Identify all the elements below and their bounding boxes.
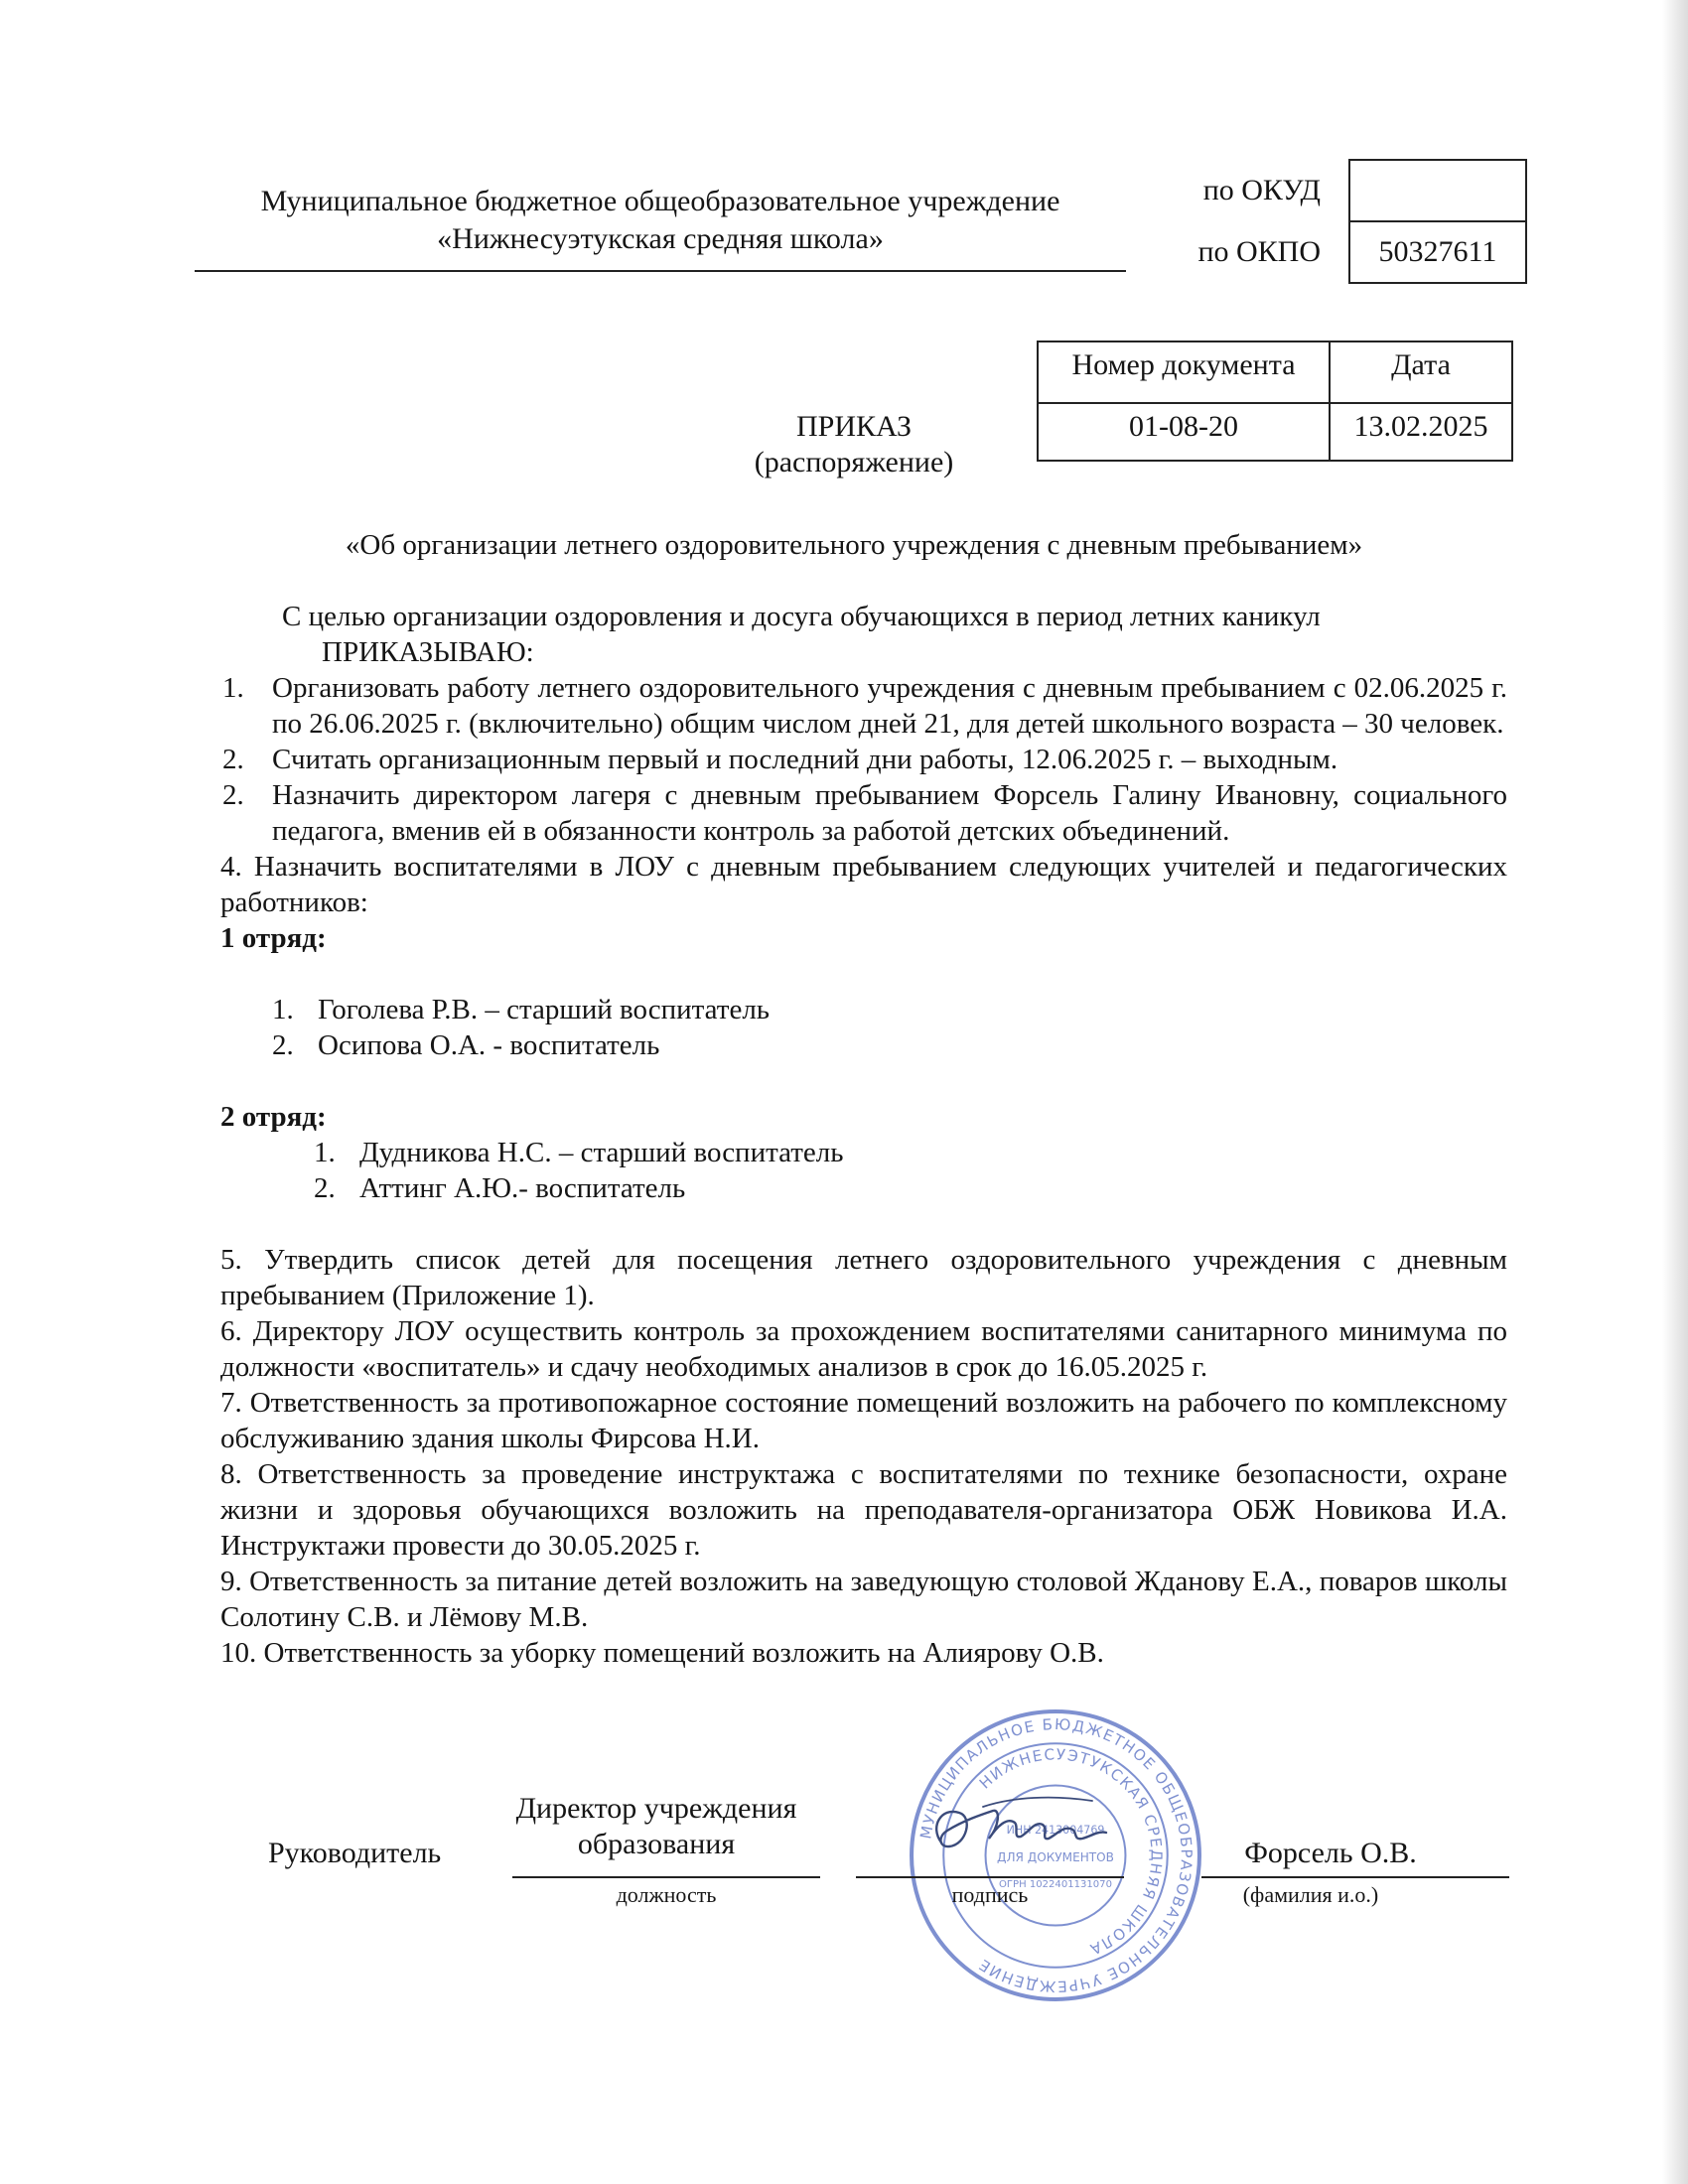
order-item-5: 5. Утвердить список детей для посещения летнего оздоровительного учреждения с дневным пребыванием (Приложение 1). — [220, 1244, 1507, 1311]
document-number-table — [1037, 341, 1513, 462]
leader-label: Руководитель — [268, 1837, 442, 1869]
item-number: 2. — [222, 779, 244, 811]
list-item-number: 1. — [272, 994, 294, 1025]
list-item — [272, 992, 1507, 1027]
signer-name: Форсель О.В. — [1244, 1837, 1417, 1869]
list-item-number: 2. — [272, 1029, 294, 1061]
group-2-title: 2 отряд: — [220, 1101, 327, 1133]
document-number-label: Номер документа — [1038, 341, 1330, 403]
document-number-value: 01-08-20 — [1038, 403, 1330, 461]
document-date-value: 13.02.2025 — [1330, 403, 1512, 461]
signature-block — [0, 1777, 1688, 1936]
document-date-label: Дата — [1330, 341, 1512, 403]
position-line-1: Директор учреждения — [515, 1792, 797, 1825]
item-text: Считать организационным первый и последний дни работы, 12.06.2025 г. – выходным. — [272, 744, 1338, 775]
group-2-members — [220, 1135, 1507, 1206]
list-item — [314, 1170, 1507, 1206]
signature-underline — [856, 1876, 1124, 1878]
name-caption: (фамилия и.о.) — [1242, 1882, 1379, 1907]
item-text: Назначить директором лагеря с дневным пребыванием Форсель Галину Ивановну, социального педагога, вменив ей в обязанности контроль за работой детских объединений. — [272, 779, 1507, 847]
order-item-6: 6. Директору ЛОУ осуществить контроль за прохождением воспитателями санитарного минимума по должности «воспитатель» и сдачу необходимых анализов в срок до 16.05.2025 г. — [220, 1315, 1507, 1383]
name-underline — [1201, 1876, 1509, 1878]
list-item-text: Гоголева Р.В. – старший воспитатель — [318, 994, 771, 1025]
codes-table — [1162, 159, 1527, 284]
list-item-number: 1. — [314, 1137, 336, 1168]
list-item-text: Аттинг А.Ю.- воспитатель — [359, 1172, 686, 1204]
okud-label: по ОКУД — [1202, 174, 1321, 206]
item-number: 1. — [222, 672, 244, 704]
stamp-ogrn: ОГРН 1022401131070 — [999, 1879, 1112, 1891]
list-item-text: Дудникова Н.С. – старший воспитатель — [359, 1137, 844, 1168]
position-underline — [512, 1876, 820, 1878]
organization-line-2: «Нижнесуэтукская средняя школа» — [437, 222, 884, 255]
stamp-center-text: ДЛЯ ДОКУМЕНТОВ — [997, 1850, 1114, 1865]
document-title — [655, 409, 1053, 480]
item-number: 2. — [222, 744, 244, 775]
stamp-inn: ИНН 2413004769 — [1006, 1823, 1105, 1837]
position-caption: должность — [616, 1882, 717, 1907]
okud-value — [1349, 160, 1526, 221]
order-item — [220, 742, 1507, 777]
order-item-9: 9. Ответственность за питание детей возложить на заведующую столовой Жданову Е.А., поваров школы Солотину С.В. и Лёмову М.В. — [220, 1566, 1507, 1633]
list-item — [272, 1027, 1507, 1063]
title-main: ПРИКАЗ — [796, 410, 912, 443]
order-item-4: 4. Назначить воспитателями в ЛОУ с дневным пребыванием следующих учителей и педагогических работников: — [220, 851, 1507, 918]
intro-paragraph: С целью организации оздоровления и досуга обучающихся в период летних каникул — [282, 601, 1321, 632]
okpo-value: 50327611 — [1349, 221, 1526, 283]
order-item-7: 7. Ответственность за противопожарное состояние помещений возложить на рабочего по комплексному обслуживанию здания школы Фирсова Н.И. — [220, 1387, 1507, 1454]
list-item-number: 2. — [314, 1172, 336, 1204]
item-text: Организовать работу летнего оздоровительного учреждения с дневным пребыванием с 02.06.2025 г. по 26.06.2025 г. (включительно) общим числом дней 21, для детей школьного возраста – 30 человек. — [272, 672, 1507, 740]
order-item — [220, 777, 1507, 849]
list-item-text: Осипова О.А. - воспитатель — [318, 1029, 660, 1061]
document-body — [220, 599, 1507, 1671]
organization-line-1: Муниципальное бюджетное общеобразовательное учреждение — [260, 185, 1060, 217]
order-item-8: 8. Ответственность за проведение инструктажа с воспитателями по технике безопасности, охране жизни и здоровья обучающихся возложить на преподавателя-организатора ОБЖ Новикова И.А. Инструктажи провести до 30.05.2025 г. — [220, 1458, 1507, 1562]
order-item-10: 10. Ответственность за уборку помещений возложить на Алиярову О.В. — [220, 1637, 1104, 1669]
order-word: ПРИКАЗЫВАЮ: — [322, 636, 534, 668]
title-sub: (распоряжение) — [754, 446, 954, 478]
organization-name — [195, 183, 1126, 272]
signature-caption: подпись — [951, 1882, 1029, 1907]
list-item — [314, 1135, 1507, 1170]
stamp-outer-text: МУНИЦИПАЛЬНОЕ БЮДЖЕТНОЕ ОБЩЕОБРАЗОВАТЕЛЬНОЕ УЧРЕЖДЕНИЕ — [916, 1714, 1196, 1996]
stamp-inner-text: НИЖНЕСУЭТУКСКАЯ СРЕДНЯЯ ШКОЛА — [975, 1745, 1166, 1959]
group-1-title: 1 отряд: — [220, 922, 327, 954]
order-item — [220, 670, 1507, 742]
position-text — [492, 1791, 820, 1862]
document-subject: «Об организации летнего оздоровительного учреждения с дневным пребыванием» — [345, 529, 1363, 561]
position-line-2: образования — [577, 1828, 736, 1860]
okpo-label: по ОКПО — [1197, 235, 1321, 268]
group-1-members — [220, 992, 1507, 1063]
